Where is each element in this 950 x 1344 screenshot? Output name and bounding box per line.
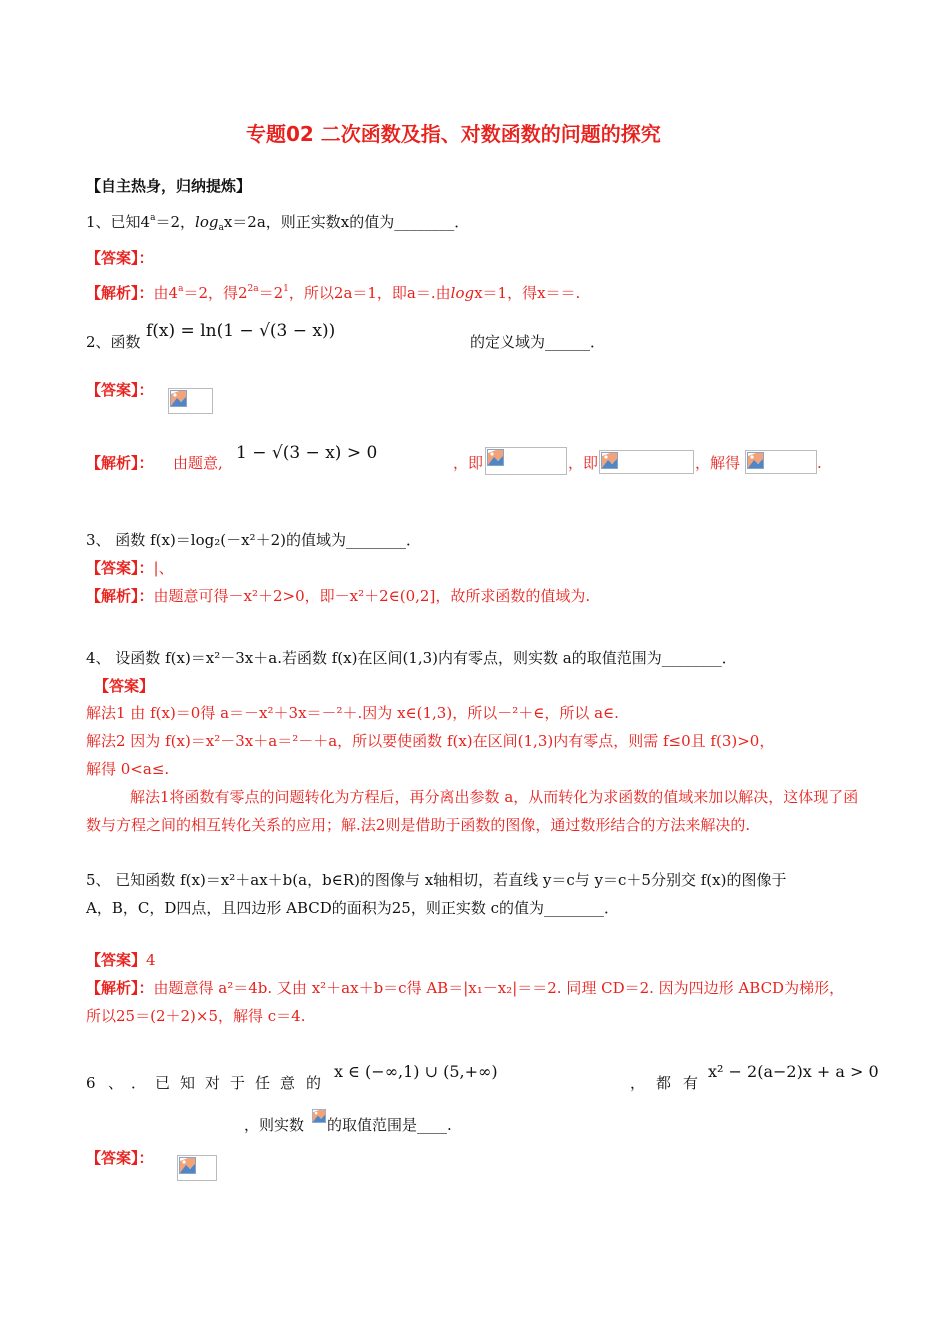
analysis-2-end: . <box>817 454 822 472</box>
q6-mid-2: 有 <box>683 1074 699 1092</box>
question-2-formula: f(x) = ln(1 − √(3 − x)) <box>146 321 336 341</box>
q4-comment: 解法1将函数有零点的问题转化为方程后，再分离出参数 a，从而转化为求函数的值域来加以解决，这体现了函数与方程之间的相互转化关系的应用；解.法2则是借助于函数的图像，通过数形结合的方法来解决的. <box>86 788 859 834</box>
analysis-2-formula: 1 − √(3 − x) > 0 <box>236 443 378 463</box>
question-4: 4、 设函数 f(x)＝x²－3x＋a.若函数 f(x)在区间(1,3)内有零点，则实数 a的取值范围为________． <box>86 649 737 667</box>
broken-image-icon <box>170 390 187 407</box>
answer-tag-1: 【答案】： <box>86 249 154 267</box>
analysis-2-sep3: ，解得 <box>695 454 741 472</box>
analysis-3: 【解析】：由题意可得－x²＋2>0，即－x²＋2∈(0,2]，故所求函数的值域为. <box>86 587 591 605</box>
q4-method2-cont: 解得 0<a≤. <box>86 760 170 778</box>
broken-image-icon <box>179 1157 196 1174</box>
q6-prefix-2: ． <box>131 1074 147 1092</box>
q6-prefix-9: 的 <box>306 1074 322 1092</box>
analysis-image-2b <box>599 450 694 474</box>
analysis-5-line1: 【解析】：由题意得 a²＝4b. 又由 x²＋ax＋b＝c得 AB＝|x₁－x₂|＝＝2. 同理 CD＝2. 因为四边形 ABCD为梯形， <box>86 979 845 997</box>
question-2-suffix: 的定义域为______． <box>470 333 606 351</box>
q6-line2-b: 的取值范围是____. <box>327 1116 452 1134</box>
analysis-2-sep2: ，即 <box>568 454 599 472</box>
q6-mid-1: 都 <box>656 1074 672 1092</box>
q6-prefix-7: 任 <box>255 1074 271 1092</box>
question-2-prefix: 2、函数 <box>86 333 141 351</box>
question-5-line2: A，B，C，D四点，且四边形 ABCD的面积为25，则正实数 c的值为________． <box>86 899 620 917</box>
question-3: 3、 函数 f(x)＝log₂(－x²＋2)的值域为________． <box>86 531 421 549</box>
analysis-1: 【解析】：由$4^a=2$，得$2^{2a}=2^1$，所以2a＝1，即a＝.由logx＝1，得x＝＝. <box>86 284 581 302</box>
broken-image-icon <box>601 452 618 469</box>
broken-image-icon <box>312 1109 326 1123</box>
analysis-image-2c <box>745 450 817 474</box>
analysis-tag-2: 【解析】： <box>86 454 154 472</box>
q6-prefix-6: 于 <box>230 1074 246 1092</box>
q4-method1: 解法1 由 f(x)＝0得 a＝－x²＋3x＝－²＋.因为 x∈(1,3)，所以－²＋∈，所以 a∈. <box>86 704 619 722</box>
question-5-line1: 5、 已知函数 f(x)＝x²＋ax＋b(a，b∈R)的图像与 x轴相切，若直线 y＝c与 y＝c＋5分别交 f(x)的图像于 <box>86 871 787 889</box>
q6-mid-0: ， <box>630 1074 646 1092</box>
q6-set-formula: x ∈ (−∞,1) ∪ (5,+∞) <box>334 1062 498 1081</box>
answer-3: 【答案】：|、 <box>86 559 174 577</box>
section-heading: 【自主热身，归纳提炼】 <box>86 177 252 195</box>
answer-tag-6: 【答案】： <box>86 1149 154 1167</box>
broken-image-icon <box>487 449 504 466</box>
answer-image-6 <box>177 1155 217 1181</box>
q6-prefix-0: 6 <box>86 1074 96 1092</box>
question-1: 1、已知$4^a=2$，$\log_ax=2a$，则正实数x的值为________． <box>86 213 470 233</box>
analysis-image-2a <box>485 447 567 475</box>
q6-prefix-5: 对 <box>205 1074 221 1092</box>
page-title: 专题02 二次函数及指、对数函数的问题的探究 <box>246 122 661 146</box>
q4-method2: 解法2 因为 f(x)＝x²－3x＋a＝²－＋a，所以要使函数 f(x)在区间(1,3)内有零点，则需 f≤0且 f(3)>0， <box>86 732 775 750</box>
analysis-2-sep1: ，即 <box>453 454 484 472</box>
q6-prefix-8: 意 <box>280 1074 296 1092</box>
q6-ineq-formula: x² − 2(a−2)x + a > 0 <box>708 1062 879 1081</box>
analysis-5-line2: 所以25＝(2＋2)×5，解得 c＝4. <box>86 1007 306 1025</box>
q6-prefix-3: 已 <box>155 1074 171 1092</box>
answer-5: 【答案】4 <box>86 951 156 969</box>
q6-prefix-1: 、 <box>108 1074 124 1092</box>
broken-image-icon <box>747 452 764 469</box>
answer-tag-2: 【答案】： <box>86 381 154 399</box>
q6-line2-a: ，则实数 <box>244 1116 305 1134</box>
analysis-2-prefix: 由题意, <box>173 454 223 472</box>
answer-tag-4: 【答案】 <box>94 677 155 695</box>
answer-image-2 <box>168 388 213 414</box>
q6-prefix-4: 知 <box>180 1074 196 1092</box>
